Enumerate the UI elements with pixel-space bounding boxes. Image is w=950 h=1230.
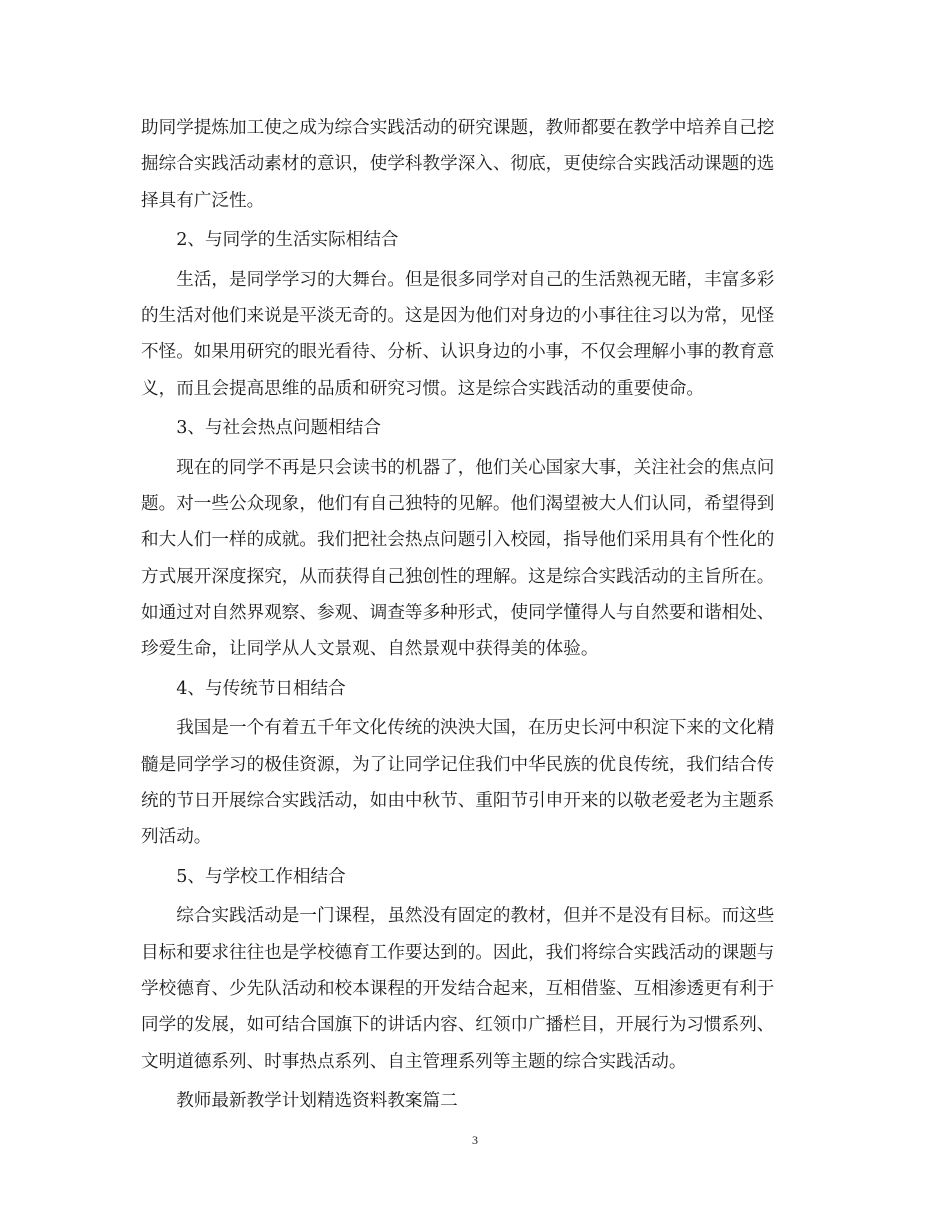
text-line: 义，而且会提高思维的品质和研究习惯。这是综合实践活动的重要使命。 bbox=[141, 378, 705, 399]
page-number: 3 bbox=[472, 1133, 478, 1147]
text-line: 综合实践活动是一门课程，虽然没有固定的教材，但并不是没有目标。而这些 bbox=[176, 906, 775, 927]
text-line: 现在的同学不再是只会读书的机器了，他们关心国家大事，关注社会的焦点问 bbox=[176, 457, 775, 478]
text-line: 教师最新教学计划精选资料教案篇二 bbox=[176, 1091, 458, 1112]
text-line: 掘综合实践活动素材的意识，使学科教学深入、彻底，更使综合实践活动课题的选 bbox=[141, 154, 775, 175]
text-line: 我国是一个有着五千年文化传统的泱泱大国，在历史长河中积淀下来的文化精 bbox=[176, 718, 775, 739]
text-line: 髓是同学学习的极佳资源，为了让同学记住我们中华民族的优良传统，我们结合传 bbox=[141, 754, 775, 775]
document-body bbox=[141, 110, 811, 1120]
text-line: 4、与传统节日相结合 bbox=[176, 678, 346, 699]
text-line: 目标和要求往往也是学校德育工作要达到的。因此，我们将综合实践活动的课题与 bbox=[141, 942, 775, 963]
text-line: 同学的发展，如可结合国旗下的讲话内容、红领巾广播栏目，开展行为习惯系列、 bbox=[141, 1015, 775, 1036]
text-line: 的生活对他们来说是平淡无奇的。这是因为他们对身边的小事往往习以为常，见怪 bbox=[141, 305, 775, 326]
text-line: 方式展开深度探究，从而获得自己独创性的理解。这是综合实践活动的主旨所在。 bbox=[141, 566, 775, 587]
text-line: 3、与社会热点问题相结合 bbox=[176, 418, 381, 439]
text-line: 不怪。如果用研究的眼光看待、分析、认识身边的小事，不仅会理解小事的教育意 bbox=[141, 342, 775, 363]
text-line: 生活，是同学学习的大舞台。但是很多同学对自己的生活熟视无睹，丰富多彩 bbox=[176, 269, 775, 290]
text-line: 文明道德系列、时事热点系列、自主管理系列等主题的综合实践活动。 bbox=[141, 1051, 687, 1072]
text-line: 择具有广泛性。 bbox=[141, 190, 265, 211]
text-line: 和大人们一样的成就。我们把社会热点问题引入校园，指导他们采用具有个性化的 bbox=[141, 530, 775, 551]
text-line: 助同学提炼加工使之成为综合实践活动的研究课题，教师都要在教学中培养自己挖 bbox=[141, 118, 775, 138]
text-line: 2、与同学的生活实际相结合 bbox=[176, 230, 399, 251]
text-line: 统的节日开展综合实践活动，如由中秋节、重阳节引申开来的以敬老爱老为主题系 bbox=[141, 791, 775, 812]
text-line: 列活动。 bbox=[141, 827, 212, 848]
text-line: 珍爱生命，让同学从人文景观、自然景观中获得美的体验。 bbox=[141, 639, 599, 660]
text-line: 如通过对自然界观察、参观、调查等多种形式，使同学懂得人与自然要和谐相处、 bbox=[141, 603, 775, 624]
text-line: 题。对一些公众现象，他们有自己独特的见解。他们渴望被大人们认同，希望得到 bbox=[141, 493, 775, 514]
text-line: 5、与学校工作相结合 bbox=[176, 866, 346, 887]
text-line: 学校德育、少先队活动和校本课程的开发结合起来，互相借鉴、互相渗透更有利于 bbox=[141, 978, 775, 999]
